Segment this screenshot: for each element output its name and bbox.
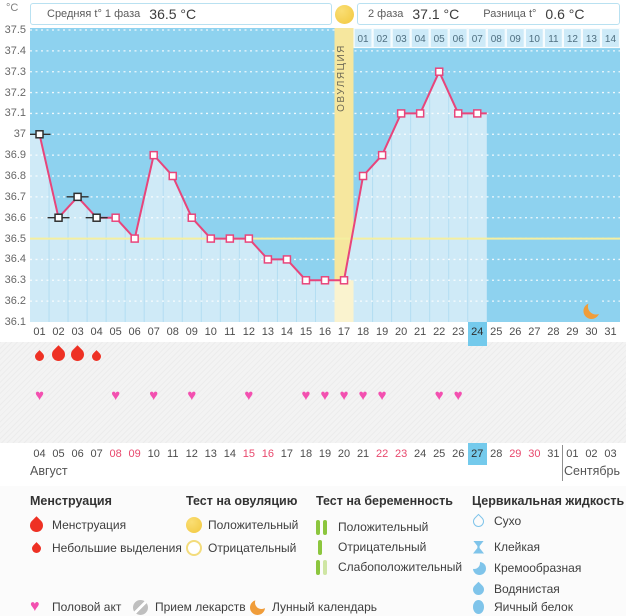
legend-item — [30, 539, 182, 557]
calendar-date-cell-19[interactable]: 19 — [318, 448, 332, 460]
temp-point-day-14[interactable] — [283, 256, 290, 263]
y-axis-tick-label: 36.1 — [4, 316, 26, 328]
phase2-day-label: 08 — [490, 34, 502, 45]
legend-section-title: Менструация — [30, 494, 112, 508]
bars-2-shape — [316, 520, 320, 535]
calendar-date-cell-20[interactable]: 20 — [337, 448, 351, 460]
legend-item-label: Прием лекарств — [155, 600, 246, 614]
temp-diff-label: Разница t° — [483, 8, 537, 20]
intercourse-heart-icon: ♥ — [320, 387, 330, 404]
drop-filled-shape — [471, 581, 487, 597]
phase2-summary-box — [357, 3, 620, 25]
ovulation-label: ОВУЛЯЦИЯ — [336, 44, 348, 112]
temp-point-day-11[interactable] — [226, 235, 233, 242]
drop-large-shape — [27, 516, 45, 534]
legend-item-label: Лунный календарь — [272, 600, 378, 614]
temp-point-day-18[interactable] — [360, 173, 367, 180]
phase2-day-label: 12 — [566, 34, 578, 45]
intercourse-heart-icon: ♥ — [339, 387, 349, 404]
calendar-date-cell-10[interactable]: 10 — [147, 448, 160, 460]
y-axis-tick-label: 37.3 — [4, 65, 26, 78]
y-axis-tick-label: 36.8 — [4, 170, 26, 182]
ovulation-band-lower — [335, 280, 354, 322]
cycle-day-cell-23[interactable]: 23 — [452, 326, 465, 338]
cycle-day-cell-15[interactable]: 15 — [299, 326, 313, 338]
phase1-value: 36.5 °C — [149, 6, 197, 22]
cycle-day-cell-24[interactable]: 24 — [468, 322, 487, 346]
phase2-day-label: 10 — [528, 34, 540, 45]
drop-small-shape — [30, 542, 43, 555]
temp-point-day-4[interactable] — [93, 214, 100, 221]
calendar-date-cell-23[interactable]: 23 — [395, 448, 408, 460]
legend-section-title: Тест на овуляцию — [186, 494, 298, 508]
cycle-day-cell-09[interactable]: 09 — [185, 326, 198, 338]
legend-section-title: Тест на беременность — [316, 494, 453, 508]
intercourse-heart-icon: ♥ — [35, 387, 44, 404]
calendar-date-cell-04[interactable]: 04 — [33, 448, 46, 460]
cycle-day-cell-13[interactable]: 13 — [261, 326, 275, 338]
cycle-day-cell-26[interactable]: 26 — [509, 326, 522, 338]
calendar-date-cell-14[interactable]: 14 — [223, 448, 236, 460]
temp-point-day-12[interactable] — [245, 235, 252, 242]
phase2-value: 37.1 °C — [412, 6, 460, 22]
phase2-day-label: 11 — [548, 34, 559, 45]
temp-point-day-17[interactable] — [341, 277, 348, 284]
y-axis-tick-label: 36.5 — [4, 232, 26, 245]
bars-1-shape — [318, 540, 322, 555]
legend-item — [316, 538, 426, 556]
legend-item — [472, 538, 540, 556]
cycle-day-cell-27[interactable]: 27 — [528, 326, 541, 338]
bars-2-shape — [323, 520, 327, 535]
bars-weak-shape — [323, 560, 327, 575]
temp-point-day-3[interactable] — [74, 193, 81, 200]
calendar-date-cell-29[interactable]: 29 — [509, 448, 522, 460]
drop-filled-icon — [472, 584, 494, 595]
calendar-date-cell-03[interactable]: 03 — [604, 448, 617, 460]
legend-item — [30, 598, 121, 616]
pill-icon — [133, 600, 155, 615]
y-axis-tick-label: 36.4 — [4, 253, 26, 266]
cycle-day-cell-06[interactable]: 06 — [128, 326, 141, 338]
y-axis-tick-label: 36.9 — [4, 149, 26, 162]
cycle-day-cell-18[interactable]: 18 — [356, 326, 370, 338]
legend-item-label: Клейкая — [494, 540, 541, 554]
menstruation-icon — [33, 350, 46, 363]
moon-icon — [250, 600, 272, 615]
phase2-day-label: 05 — [433, 34, 445, 45]
bars-2-icon — [316, 520, 338, 535]
legend-item — [186, 516, 298, 534]
menstruation-icon — [68, 345, 86, 363]
phase2-day-label: 02 — [376, 34, 388, 45]
hourglass-icon — [472, 541, 494, 554]
legend-item-label: Сухо — [494, 514, 522, 528]
month-label-september: Сентябрь — [564, 464, 620, 478]
cycle-day-cell-31[interactable]: 31 — [604, 326, 617, 338]
bars-weak-icon — [316, 560, 338, 575]
cycle-day-cell-03[interactable]: 03 — [71, 326, 84, 338]
phase2-day-label: 01 — [357, 34, 369, 45]
legend-section-title: Цервикальная жидкость — [472, 494, 625, 508]
calendar-date-cell-16[interactable]: 16 — [261, 448, 275, 460]
temp-point-day-8[interactable] — [169, 173, 176, 180]
legend-item — [316, 518, 428, 536]
phase1-label: Средняя t° 1 фаза — [47, 8, 141, 20]
month-divider — [562, 445, 563, 481]
crescent-circle-icon — [472, 562, 494, 575]
calendar-date-cell-18[interactable]: 18 — [299, 448, 313, 460]
intercourse-heart-icon: ♥ — [453, 387, 463, 404]
temp-point-day-23[interactable] — [455, 110, 462, 117]
legend-item — [250, 598, 377, 616]
legend-item-label: Половой акт — [52, 600, 122, 614]
legend-item-label: Водянистая — [494, 582, 560, 596]
legend-item — [472, 580, 560, 598]
y-axis-tick-label: 37 — [13, 128, 26, 141]
intercourse-heart-icon: ♥ — [434, 387, 444, 404]
legend — [0, 486, 626, 616]
phase2-day-label: 04 — [414, 34, 426, 45]
cycle-day-cell-10[interactable]: 10 — [204, 326, 217, 338]
y-axis-tick-label: 37.1 — [4, 107, 26, 120]
temp-point-day-5[interactable] — [112, 214, 119, 221]
cycle-day-cell-14[interactable]: 14 — [280, 326, 294, 338]
cycle-day-cell-04[interactable]: 04 — [90, 326, 103, 338]
legend-item — [186, 539, 296, 557]
y-axis-tick-label: 36.2 — [4, 295, 26, 308]
calendar-date-cell-01[interactable]: 01 — [566, 448, 579, 460]
intercourse-heart-icon: ♥ — [149, 387, 159, 404]
month-label-august: Август — [30, 464, 68, 478]
legend-item-label: Положительный — [338, 520, 429, 534]
phase2-day-label: 06 — [452, 34, 464, 45]
calendar-date-cell-30[interactable]: 30 — [528, 448, 541, 460]
calendar-date-cell-05[interactable]: 05 — [52, 448, 65, 460]
cycle-day-cell-17[interactable]: 17 — [337, 326, 351, 338]
temp-point-day-15[interactable] — [302, 277, 309, 284]
intercourse-heart-icon: ♥ — [377, 387, 387, 404]
calendar-date-cell-17[interactable]: 17 — [280, 448, 294, 460]
calendar-date-cell-25[interactable]: 25 — [433, 448, 446, 460]
temp-point-day-6[interactable] — [131, 235, 138, 242]
bars-weak-shape — [316, 560, 320, 575]
intercourse-heart-icon: ♥ — [301, 387, 311, 404]
legend-item — [472, 559, 581, 577]
cycle-day-cell-25[interactable]: 25 — [490, 326, 503, 338]
calendar-date-cell-26[interactable]: 26 — [452, 448, 465, 460]
calendar-date-cell-24[interactable]: 24 — [414, 448, 427, 460]
cycle-day-cell-20[interactable]: 20 — [395, 326, 408, 338]
calendar-date-cell-09[interactable]: 09 — [128, 448, 141, 460]
cycle-day-cell-07[interactable]: 07 — [147, 326, 160, 338]
calendar-date-cell-06[interactable]: 06 — [71, 448, 84, 460]
legend-item — [472, 598, 573, 616]
crescent-circle-shape — [473, 562, 486, 575]
event-icon-band — [0, 342, 626, 443]
y-axis-tick-label: 37.5 — [4, 24, 26, 36]
cycle-day-cell-21[interactable]: 21 — [414, 326, 427, 338]
egg-icon — [472, 600, 494, 614]
circle-filled-shape — [186, 517, 202, 533]
cycle-day-cell-12[interactable]: 12 — [242, 326, 255, 338]
intercourse-heart-icon: ♥ — [187, 387, 197, 404]
legend-item-label: Небольшие выделения — [52, 541, 182, 555]
intercourse-heart-icon: ♥ — [358, 387, 368, 404]
calendar-date-cell-15[interactable]: 15 — [242, 448, 255, 460]
y-axis-tick-label: 36.7 — [4, 190, 26, 203]
y-axis-tick-label: 37.4 — [4, 44, 26, 57]
drop-outline-shape — [471, 513, 487, 529]
circle-outline-icon — [186, 540, 208, 556]
legend-item — [133, 598, 246, 616]
intercourse-heart-icon: ♥ — [244, 387, 254, 404]
moon-shape — [250, 600, 265, 615]
calendar-date-cell-12[interactable]: 12 — [185, 448, 198, 460]
legend-item-label: Отрицательный — [338, 540, 427, 554]
drop-large-icon — [30, 519, 52, 532]
pill-shape — [133, 600, 148, 615]
temp-point-day-7[interactable] — [150, 152, 157, 159]
y-axis-unit-label: °C — [6, 2, 19, 14]
temp-point-day-24[interactable] — [474, 110, 481, 117]
cycle-day-cell-02[interactable]: 02 — [52, 326, 65, 338]
phase2-day-label: 14 — [604, 34, 617, 45]
phase1-summary-box — [30, 3, 332, 25]
cycle-day-cell-19[interactable]: 19 — [375, 326, 389, 338]
ovulation-test-positive-icon — [335, 5, 354, 24]
temp-point-day-2[interactable] — [55, 214, 62, 221]
temp-point-day-19[interactable] — [379, 152, 386, 159]
temp-point-day-16[interactable] — [322, 277, 329, 284]
cycle-day-cell-08[interactable]: 08 — [166, 326, 179, 338]
legend-item-label: Яичный белок — [494, 600, 573, 614]
temp-point-day-21[interactable] — [417, 110, 424, 117]
temp-point-day-10[interactable] — [207, 235, 214, 242]
legend-item — [472, 512, 521, 530]
drop-small-icon — [30, 544, 52, 553]
legend-item — [30, 516, 126, 534]
menstruation-icon — [49, 345, 67, 363]
phase2-label: 2 фаза — [368, 8, 404, 20]
temp-point-day-22[interactable] — [436, 68, 443, 75]
cycle-day-cell-29[interactable]: 29 — [566, 326, 579, 338]
cycle-day-cell-05[interactable]: 05 — [109, 326, 122, 338]
cycle-day-cell-01[interactable]: 01 — [33, 326, 46, 338]
temp-point-day-9[interactable] — [188, 214, 195, 221]
legend-item-label: Кремообразная — [494, 561, 582, 575]
calendar-date-cell-22[interactable]: 22 — [375, 448, 389, 460]
legend-item — [316, 558, 462, 576]
temp-point-day-1[interactable] — [36, 131, 43, 138]
calendar-date-cell-28[interactable]: 28 — [490, 448, 503, 460]
temp-point-day-20[interactable] — [398, 110, 405, 117]
menstruation-icon — [90, 350, 103, 363]
calendar-date-cell-31[interactable]: 31 — [547, 448, 560, 460]
calendar-date-cell-02[interactable]: 02 — [585, 448, 598, 460]
circle-outline-shape — [186, 540, 202, 556]
phase2-day-label: 13 — [585, 34, 598, 45]
legend-item-label: Положительный — [208, 518, 299, 532]
intercourse-heart-icon: ♥ — [111, 387, 121, 404]
y-axis-tick-label: 37.2 — [4, 86, 26, 99]
cycle-day-cell-22[interactable]: 22 — [433, 326, 446, 338]
calendar-date-cell-08[interactable]: 08 — [109, 448, 122, 460]
calendar-date-cell-21[interactable]: 21 — [356, 448, 370, 460]
heart-shape: ♥ — [30, 598, 40, 615]
cycle-day-cell-16[interactable]: 16 — [318, 326, 332, 338]
bars-1-icon — [316, 540, 338, 555]
hourglass-shape — [473, 541, 484, 554]
legend-item-label: Менструация — [52, 518, 127, 532]
phase2-day-label: 09 — [509, 34, 521, 45]
y-axis-tick-label: 36.3 — [4, 274, 26, 287]
egg-shape — [473, 600, 484, 614]
cycle-day-cell-28[interactable]: 28 — [547, 326, 560, 338]
calendar-date-cell-13[interactable]: 13 — [204, 448, 217, 460]
temp-point-day-13[interactable] — [264, 256, 271, 263]
phase2-day-label: 07 — [471, 34, 483, 45]
moon-icon-cutout — [588, 299, 604, 315]
calendar-date-cell-11[interactable]: 11 — [167, 448, 179, 460]
drop-outline-icon — [472, 516, 494, 527]
cycle-day-cell-11[interactable]: 11 — [224, 326, 236, 338]
y-axis-tick-label: 36.6 — [4, 211, 26, 224]
temp-diff-value: 0.6 °C — [545, 6, 585, 22]
circle-filled-icon — [186, 517, 208, 533]
calendar-date-cell-27[interactable]: 27 — [468, 443, 487, 465]
legend-item-label: Слабоположительный — [338, 560, 463, 574]
calendar-date-cell-07[interactable]: 07 — [90, 448, 103, 460]
temperature-plot — [30, 28, 620, 322]
cycle-day-cell-30[interactable]: 30 — [585, 326, 598, 338]
legend-item-label: Отрицательный — [208, 541, 297, 555]
heart-icon — [30, 599, 52, 615]
phase2-day-label: 03 — [395, 34, 407, 45]
